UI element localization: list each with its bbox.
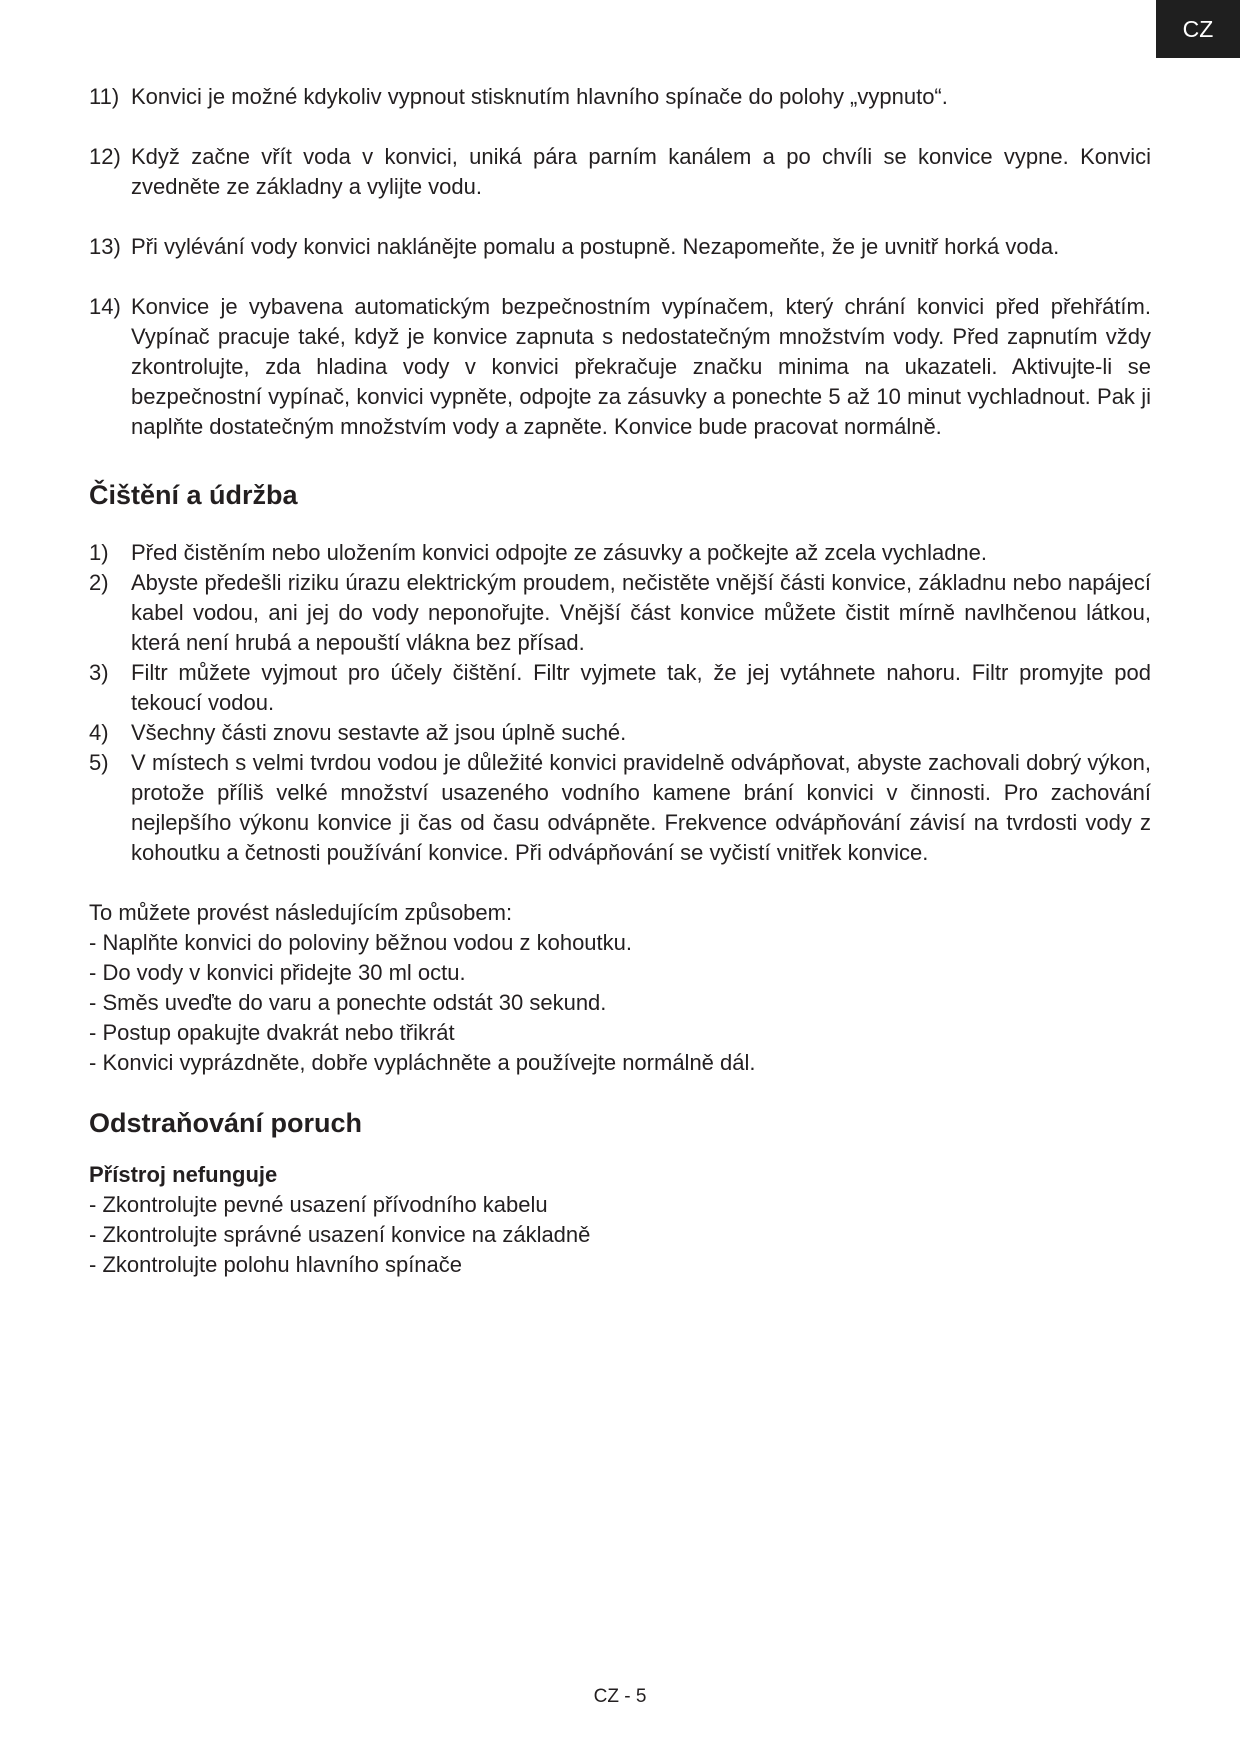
method-step: - Postup opakujte dvakrát nebo třikrát — [89, 1020, 455, 1045]
list-item — [89, 292, 1151, 442]
language-tab: CZ — [1156, 0, 1240, 58]
check-item: - Zkontrolujte polohu hlavního spínače — [89, 1252, 463, 1277]
item-number: 11) — [89, 84, 120, 109]
item-text: Když začne vřít voda v konvici, uniká pára parním kanálem a po chvíli se konvice vypne. Konvici zvedněte ze základny a vylijte vodu. — [131, 144, 1151, 199]
item-number: 3) — [89, 660, 109, 685]
list-item — [89, 538, 1151, 568]
method-step: - Do vody v konvici přidejte 30 ml octu. — [89, 960, 466, 985]
item-text: Abyste předešli riziku úrazu elektrickým proudem, nečistěte vnější části konvice, základnu nebo napájecí kabel vodou, ani jej do vody neponořujte. Vnější část konvice můžete čistit mírně navlhčenou látkou, která není hrubá a nepouští vlákna bez přísad. — [131, 570, 1151, 655]
list-item — [89, 718, 1151, 748]
item-text: V místech s velmi tvrdou vodou je důležité konvici pravidelně odvápňovat, abyste zachovali dobrý výkon, protože příliš velké množství usazeného vodního kamene brání konvici v činnosti. Pro zachování nejlepšího výkonu konvice ji čas od času odvápněte. Frekvence odvápňování závisí na tvrdosti vody z kohoutku a četnosti používání konvice. Při odvápňování se vyčistí vnitřek konvice. — [131, 750, 1151, 865]
page-number: CZ - 5 — [593, 1686, 647, 1707]
item-number: 14) — [89, 294, 121, 319]
list-item — [89, 568, 1151, 658]
list-item — [89, 82, 1151, 112]
method-step: - Konvici vyprázdněte, dobře vypláchněte a používejte normálně dál. — [89, 1050, 756, 1075]
item-number: 4) — [89, 720, 109, 745]
item-number: 5) — [89, 750, 109, 775]
problem-title: Přístroj nefunguje — [89, 1162, 278, 1187]
list-item — [89, 142, 1151, 202]
check-item: - Zkontrolujte pevné usazení přívodního kabelu — [89, 1192, 548, 1217]
list-item — [89, 658, 1151, 718]
cleaning-heading: Čištění a údržba — [89, 480, 298, 510]
method-step: - Naplňte konvici do poloviny běžnou vodou z kohoutku. — [89, 930, 633, 955]
item-number: 1) — [89, 540, 109, 565]
item-text: Před čistěním nebo uložením konvici odpojte ze zásuvky a počkejte až zcela vychladne. — [131, 540, 988, 565]
check-item: - Zkontrolujte správné usazení konvice na základně — [89, 1222, 591, 1247]
item-text: Konvice je vybavena automatickým bezpečnostním vypínačem, který chrání konvici před přehřátím. Vypínač pracuje také, když je konvice zapnuta s nedostatečným množstvím vody. Před zapnutím vždy zkontrolujte, zda hladina vody v konvici překračuje značku minima na ukazateli. Aktivujte-li se bezpečnostní vypínač, konvici vypněte, odpojte za zásuvky a ponechte 5 až 10 minut vychladnout. Pak ji naplňte dostatečným množstvím vody a zapněte. Konvice bude pracovat normálně. — [131, 294, 1151, 439]
method-step: - Směs uveďte do varu a ponechte odstát 30 sekund. — [89, 990, 607, 1015]
item-text: Konvici je možné kdykoliv vypnout stisknutím hlavního spínače do polohy „vypnuto“. — [131, 84, 948, 109]
item-text: Všechny části znovu sestavte až jsou úplně suché. — [131, 720, 627, 745]
list-item — [89, 232, 1151, 262]
item-text: Filtr můžete vyjmout pro účely čištění. Filtr vyjmete tak, že jej vytáhnete nahoru. Filtr promyjte pod tekoucí vodou. — [131, 660, 1151, 715]
method-intro: To můžete provést následujícím způsobem: — [89, 900, 513, 925]
troubleshooting-heading: Odstraňování poruch — [89, 1108, 363, 1138]
item-text: Při vylévání vody konvici naklánějte pomalu a postupně. Nezapomeňte, že je uvnitř horká voda. — [131, 234, 1060, 259]
list-item — [89, 748, 1151, 868]
item-number: 2) — [89, 570, 109, 595]
item-number: 13) — [89, 234, 121, 259]
item-number: 12) — [89, 144, 121, 169]
page-content — [89, 82, 1151, 1280]
